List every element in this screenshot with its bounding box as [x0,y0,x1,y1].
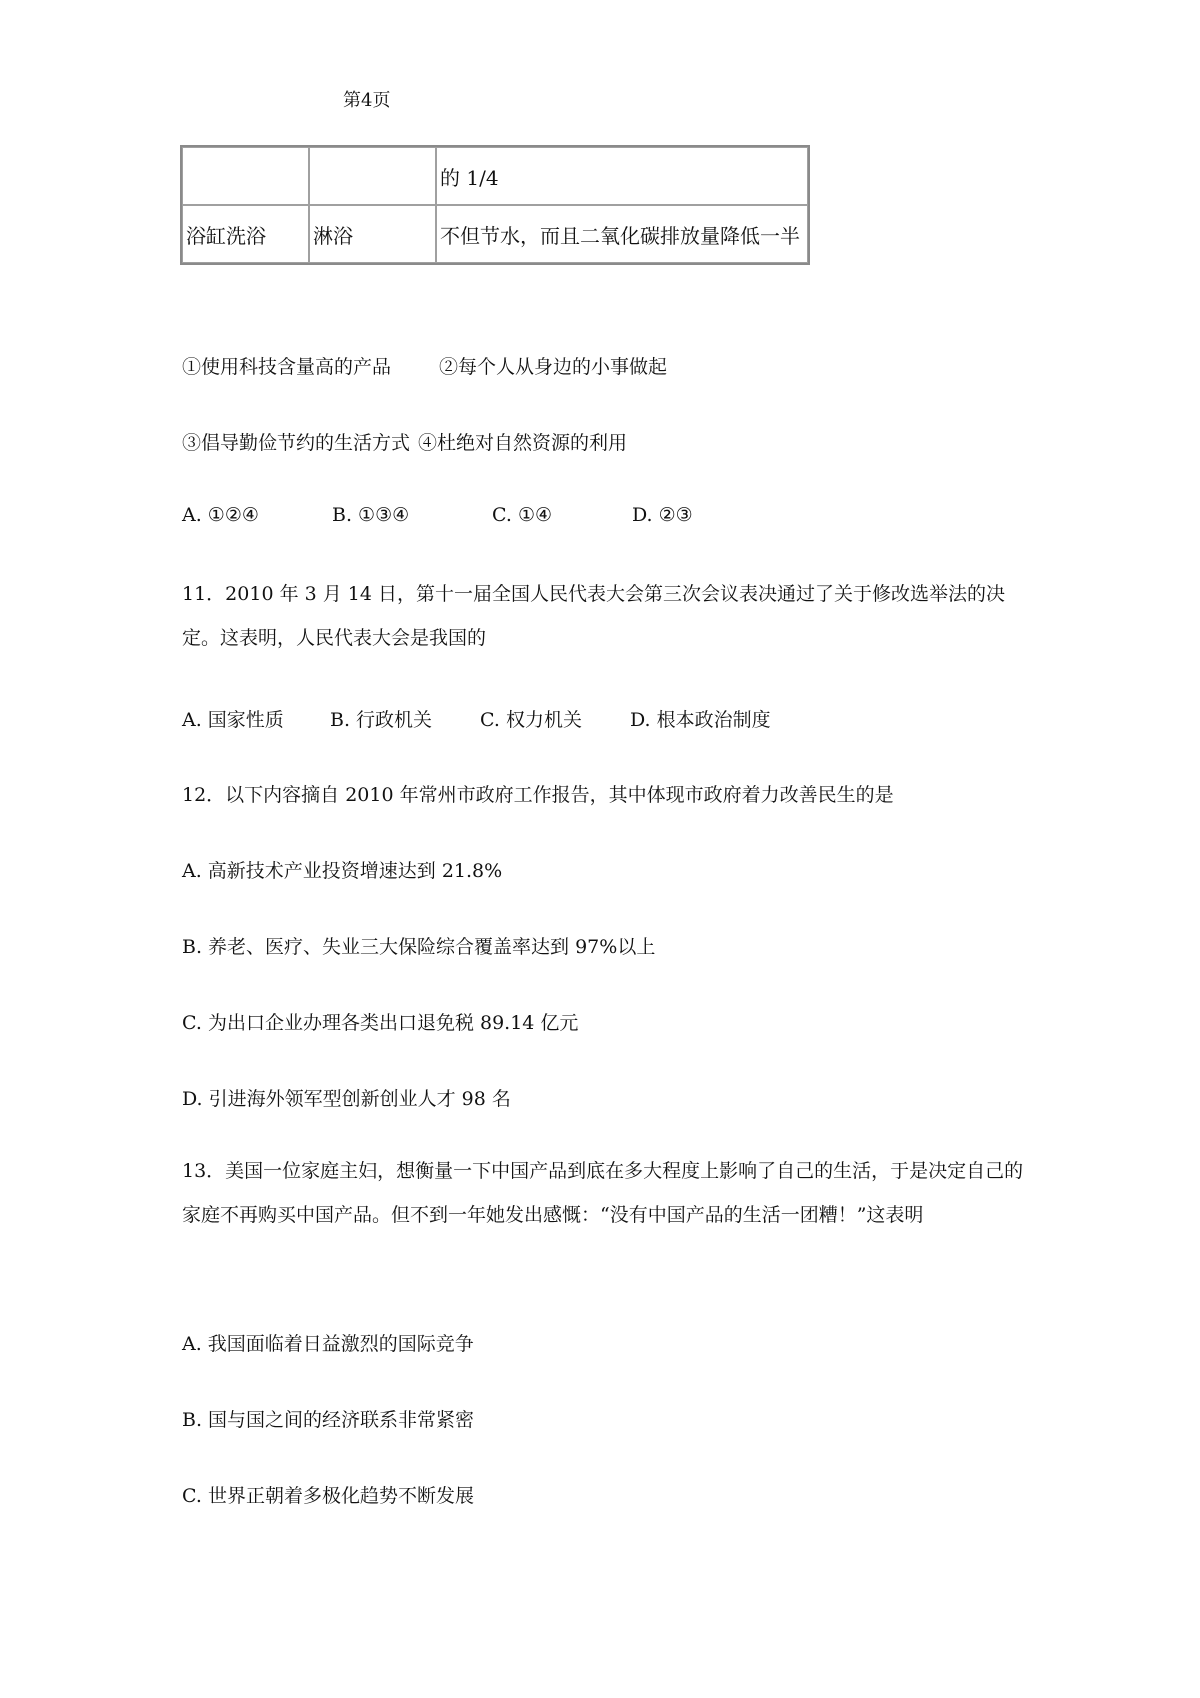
q10-option-c: C. ①④ [492,504,553,526]
q10-statement-4: ④杜绝对自然资源的利用 [418,432,628,454]
page-label: 第4页 [343,90,391,111]
q10-option-a: A. ①②④ [182,504,259,526]
table-cell: 浴缸洗浴 [182,205,309,263]
q12-option-c: C. 为出口企业办理各类出口退免税 89.14 亿元 [182,1012,579,1034]
q11-option-a: A. 国家性质 [182,709,284,731]
q12-stem: 12．以下内容摘自 2010 年常州市政府工作报告，其中体现市政府着力改善民生的是 [182,784,894,806]
table-cell: 淋浴 [309,205,436,263]
q10-statement-2: ②每个人从身边的小事做起 [439,356,668,378]
q10-statement-3: ③倡导勤俭节约的生活方式 [182,432,411,454]
q13-option-a: A. 我国面临着日益激烈的国际竞争 [182,1333,474,1355]
q10-statements-line2 [182,428,627,455]
q13-option-c: C. 世界正朝着多极化趋势不断发展 [182,1485,474,1507]
table-cell: 的 1/4 [436,147,808,205]
table-cell [182,147,309,205]
q10-option-d: D. ②③ [632,504,693,526]
table-cell: 不但节水，而且二氧化碳排放量降低一半 [436,205,808,263]
q13-stem: 13．美国一位家庭主妇，想衡量一下中国产品到底在多大程度上影响了自己的生活，于是决定自己的家庭不再购买中国产品。但不到一年她发出感慨：“没有中国产品的生活一团糟！”这表明 [182,1160,1024,1226]
q12-option-b: B. 养老、医疗、失业三大保险综合覆盖率达到 97%以上 [182,936,656,958]
q11-option-b: B. 行政机关 [330,709,433,731]
table-row [182,147,808,205]
q12-option-a: A. 高新技术产业投资增速达到 21.8% [182,860,503,882]
comparison-table [180,145,810,265]
q10-options [182,504,693,526]
q11-options [182,705,771,732]
q11-option-d: D. 根本政治制度 [630,709,771,731]
q12-option-d: D. 引进海外领军型创新创业人才 98 名 [182,1088,511,1110]
q10-statements-line1 [182,352,667,379]
q11-stem: 11．2010 年 3 月 14 日，第十一届全国人民代表大会第三次会议表决通过了关于修改选举法的决定。这表明，人民代表大会是我国的 [182,583,1005,649]
q11-option-c: C. 权力机关 [480,709,582,731]
table-cell [309,147,436,205]
table-row [182,205,808,263]
q10-statement-1: ①使用科技含量高的产品 [182,356,392,378]
q13-option-b: B. 国与国之间的经济联系非常紧密 [182,1409,475,1431]
q10-option-b: B. ①③④ [332,504,410,526]
